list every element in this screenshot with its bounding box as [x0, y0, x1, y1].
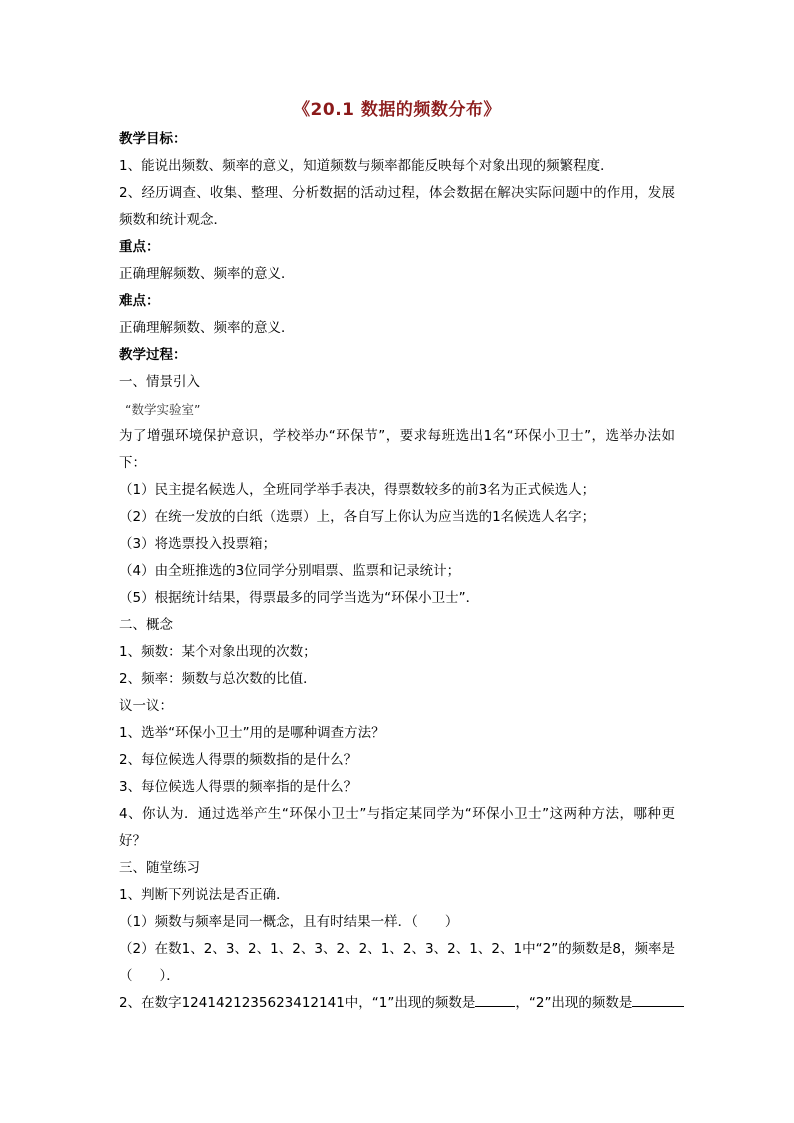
discuss-label: 议一议：: [119, 698, 173, 714]
exercise-item: [119, 990, 675, 1017]
question-item: 2、每位候选人得票的频数指的是什么？: [119, 752, 358, 768]
page-title: 《20.1 数据的频数分布》: [293, 100, 501, 120]
step-item: （2）在统一发放的白纸（选票）上，各自写上你认为应当选的1名候选人名字；: [119, 509, 596, 525]
exercise-subitem: （1）频数与频率是同一概念，且有时结果一样．（ ）: [119, 914, 459, 930]
document-page: [119, 96, 675, 1017]
answer-blank[interactable]: [475, 992, 515, 1007]
section-heading: 三、随堂练习: [119, 860, 200, 876]
exercise-text: 2、在数字1241421235623412141中，“1”出现的频数是: [119, 995, 476, 1011]
section-subheading: “数学实验室”: [125, 402, 201, 417]
step-item: （3）将选票投入投票箱；: [119, 536, 277, 552]
difficulty-text: 正确理解频数、频率的意义．: [119, 320, 295, 336]
goal-item: 2、经历调查、收集、整理、分析数据的活动过程，体会数据在解决实际问题中的作用，发展频数和统计观念．: [119, 185, 675, 228]
key-heading: 重点：: [119, 239, 160, 255]
goals-heading: 教学目标：: [119, 131, 187, 147]
key-text: 正确理解频数、频率的意义．: [119, 266, 295, 282]
question-item: 4、你认为．通过选举产生“环保小卫士”与指定某同学为“环保小卫士”这两种方法，哪种更好？: [119, 806, 675, 849]
step-item: （4）由全班推选的3位同学分别唱票、监票和记录统计；: [119, 563, 461, 579]
section-heading: 二、概念: [119, 617, 173, 633]
question-item: 3、每位候选人得票的频率指的是什么？: [119, 779, 358, 795]
intro-paragraph: 为了增强环境保护意识，学校举办“环保节”，要求每班选出1名“环保小卫士”，选举办法如下：: [119, 428, 675, 471]
process-heading: 教学过程：: [119, 347, 187, 363]
difficulty-heading: 难点：: [119, 293, 160, 309]
exercise-subitem: （2）在数1、2、3、2、1、2、3、2、2、1、2、3、2、1、2、1中“2”的频数是8，频率是（ ）．: [119, 941, 675, 984]
concept-item: 2、频率：频数与总次数的比值．: [119, 671, 317, 687]
step-item: （5）根据统计结果，得票最多的同学当选为“环保小卫士”．: [119, 590, 480, 606]
concept-item: 1、频数：某个对象出现的次数；: [119, 644, 317, 660]
step-item: （1）民主提名候选人，全班同学举手表决，得票数较多的前3名为正式候选人；: [119, 482, 596, 498]
exercise-text: ，“2”出现的频数是: [515, 995, 633, 1011]
answer-blank[interactable]: [632, 992, 684, 1007]
section-heading: 一、情景引入: [119, 374, 200, 390]
exercise-item: 1、判断下列说法是否正确．: [119, 887, 290, 903]
goal-item: 1、能说出频数、频率的意义，知道频数与频率都能反映每个对象出现的频繁程度．: [119, 158, 614, 174]
question-item: 1、选举“环保小卫士”用的是哪种调查方法？: [119, 725, 385, 741]
